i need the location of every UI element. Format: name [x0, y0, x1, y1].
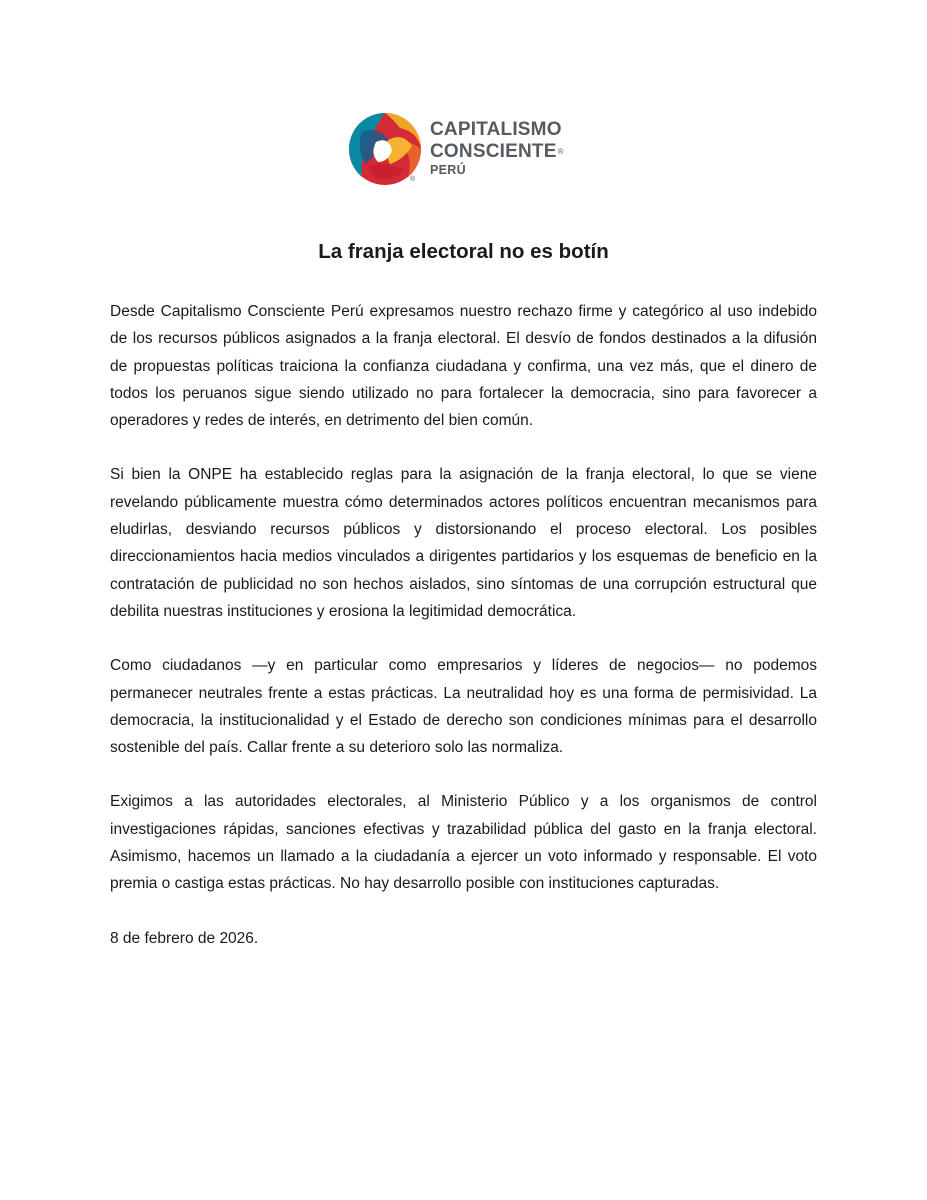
logo-wordmark — [430, 119, 564, 177]
paragraph: Exigimos a las autoridades electorales, al Ministerio Público y a los organismos de control investigaciones rápidas, sanciones efectivas y trazabilidad pública del gasto en la franja electoral. Asimismo, hacemos un llamado a la ciudadanía a ejercer un voto informado y responsable. El voto premia o castiga estas prácticas. No hay desarrollo posible con instituciones capturadas. — [110, 793, 817, 893]
document-date: 8 de febrero de 2026. — [110, 929, 259, 947]
logo-line-1: CAPITALISMO — [430, 119, 562, 140]
paragraph: Desde Capitalismo Consciente Perú expresamos nuestro rechazo firme y categórico al uso indebido de los recursos públicos asignados a la franja electoral. El desvío de fondos destinados a la difusión de propuestas políticas traiciona la confianza ciudadana y confirma, una vez más, que el dinero de todos los peruanos sigue siendo utilizado no para fortalecer la democracia, sino para favorecer a operadores y redes de interés, en detrimento del bien común. — [110, 303, 817, 430]
logo-line-2 — [430, 141, 564, 163]
logo-country: PERÚ — [430, 163, 466, 177]
logo-line-2-registered: ® — [557, 147, 564, 156]
paragraph: Si bien la ONPE ha establecido reglas para la asignación de la franja electoral, lo que se viene revelando públicamente muestra cómo determinados actores políticos encuentran mecanismos para eludirlas, desviando recursos públicos y distorsionando el proceso electoral. Los posibles direccionamientos hacia medios vinculados a dirigentes partidarios y los esquemas de beneficio en la contratación de publicidad no son hechos aislados, sino síntomas de una corrupción estructural que debilita nuestras instituciones y erosiona la legitimidad democrática. — [110, 466, 817, 620]
document-body — [110, 298, 817, 979]
logo-registered-mark: ® — [410, 176, 416, 183]
logo-mark-icon — [348, 112, 422, 186]
capitalismo-consciente-logo — [348, 112, 588, 192]
logo-line-2-text: CONSCIENTE — [430, 141, 557, 162]
paragraph: Como ciudadanos —y en particular como empresarios y líderes de negocios— no podemos permanecer neutrales frente a estas prácticas. La neutralidad hoy es una forma de permisividad. La democracia, la institucionalidad y el Estado de derecho son condiciones mínimas para el desarrollo sostenible del país. Callar frente a su deterioro solo las normaliza. — [110, 657, 817, 757]
document-title: La franja electoral no es botín — [318, 240, 609, 263]
